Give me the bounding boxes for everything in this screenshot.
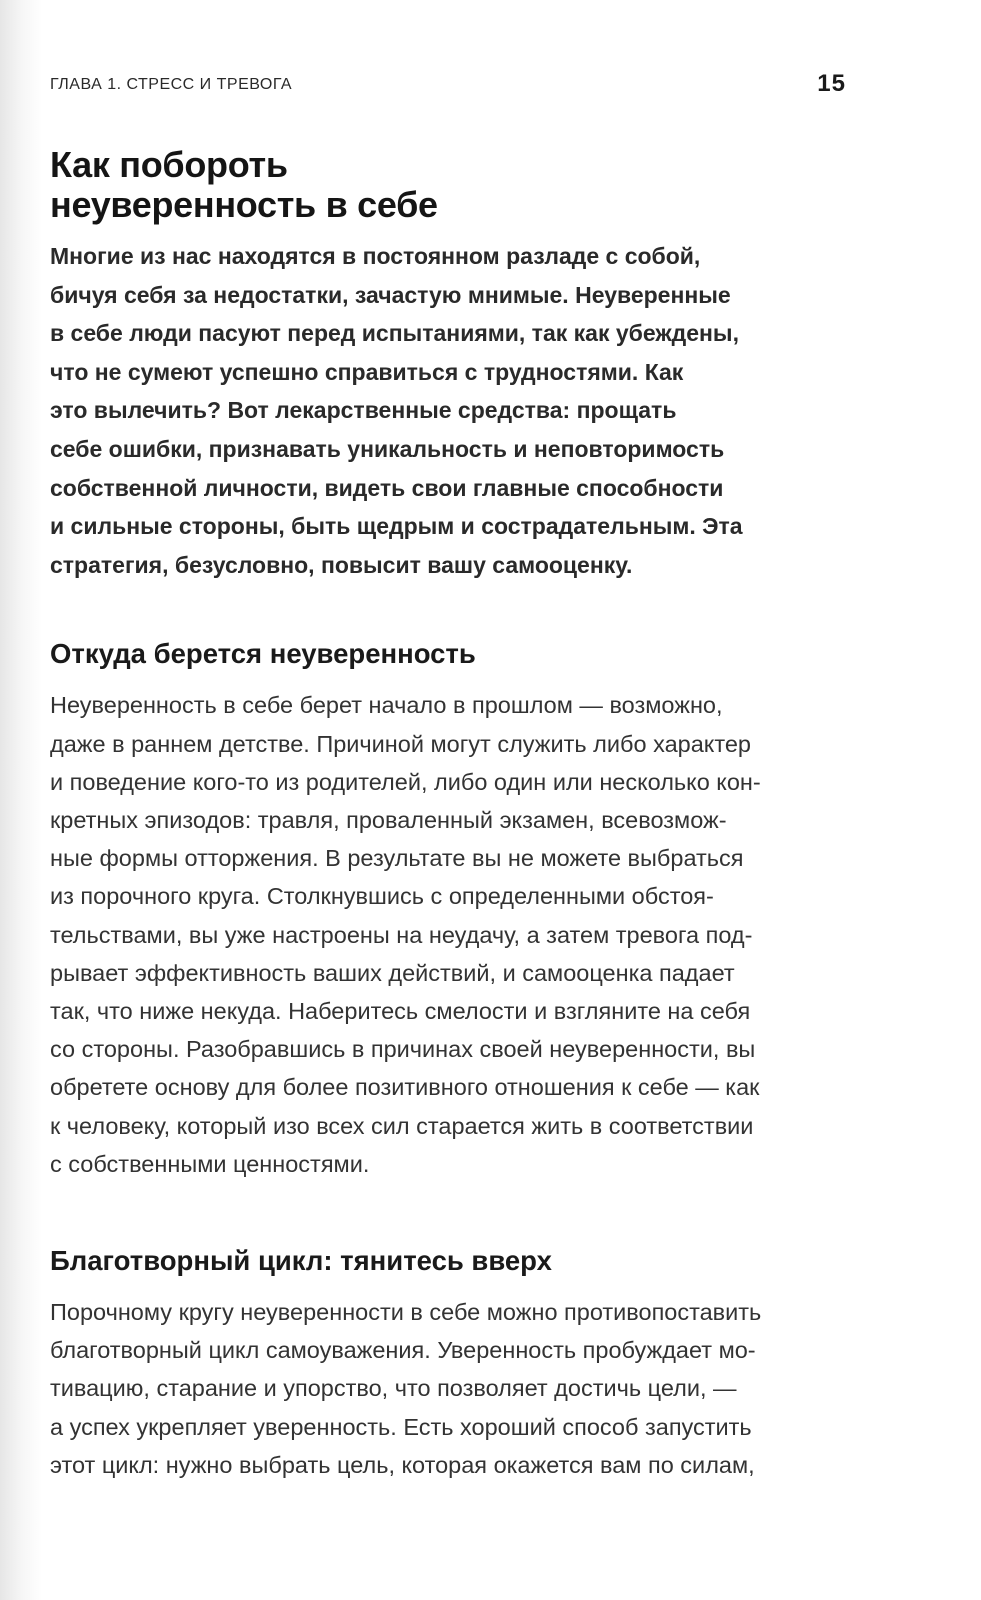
body-line: обретете основу для более позитивного отношения к себе — как [50, 1074, 760, 1101]
body-paragraph-virtuous-cycle [50, 1293, 850, 1484]
lead-line: собственной личности, видеть свои главные способности [50, 474, 724, 501]
page-content [50, 145, 850, 1484]
body-line: а успех укрепляет уверенность. Есть хороший способ запустить [50, 1413, 752, 1440]
lead-line: Многие из нас находятся в постоянном разладе с собой, [50, 243, 701, 269]
body-line: из порочного круга. Столкнувшись с определенными обстоя- [50, 883, 714, 910]
lead-line: это вылечить? Вот лекарственные средства: прощать [50, 397, 677, 424]
body-line: с собственными ценностями. [50, 1150, 370, 1177]
body-line: к человеку, который изо всех сил старается жить в соответствии [50, 1112, 754, 1139]
subsection-heading-origin: Откуда берется неуверенность [50, 638, 476, 670]
lead-line: стратегия, безусловно, повысит вашу самооценку. [50, 551, 633, 578]
page-number: 15 [817, 70, 846, 97]
body-line: благотворный цикл самоуважения. Уверенность пробуждает мо- [50, 1337, 756, 1364]
section-title-line-2: неуверенность в себе [50, 184, 438, 225]
body-line: так, что ниже некуда. Наберитесь смелости и взгляните на себя [50, 997, 751, 1024]
body-line: со стороны. Разобравшись в причинах своей неуверенности, вы [50, 1036, 756, 1063]
body-line: этот цикл: нужно выбрать цель, которая окажется вам по силам, [50, 1451, 755, 1478]
lead-line: в себе люди пасуют перед испытаниями, так как убеждены, [50, 320, 739, 347]
running-head: ГЛАВА 1. СТРЕСС И ТРЕВОГА [50, 76, 293, 93]
lead-line: себе ошибки, признавать уникальность и неповторимость [50, 435, 725, 462]
body-line: Порочному кругу неуверенности в себе можно противопоставить [50, 1298, 762, 1325]
body-paragraph-origin [50, 686, 850, 1183]
body-line: Неуверенность в себе берет начало в прошлом — возможно, [50, 692, 723, 719]
section-title-line-1: Как побороть [50, 144, 288, 185]
lead-line: бичуя себя за недостатки, зачастую мнимые. Неуверенные [50, 281, 731, 308]
body-line: и поведение кого-то из родителей, либо один или несколько кон- [50, 768, 761, 795]
lead-line: и сильные стороны, быть щедрым и сострадательным. Эта [50, 513, 743, 540]
subsection-heading-virtuous-cycle: Благотворный цикл: тянитесь вверх [50, 1244, 552, 1276]
body-line: кретных эпизодов: травля, проваленный экзамен, всевозмож- [50, 806, 727, 833]
body-line: рывает эффективность ваших действий, и самооценка падает [50, 959, 735, 986]
body-line: тивацию, старание и упорство, что позволяет достичь цели, — [50, 1375, 737, 1402]
body-line: даже в раннем детстве. Причиной могут служить либо характер [50, 730, 751, 757]
body-line: тельствами, вы уже настроены на неудачу, а затем тревога под- [50, 921, 753, 948]
lead-line: что не сумеют успешно справиться с трудностями. Как [50, 358, 684, 385]
section-title [50, 145, 850, 225]
body-line: ные формы отторжения. В результате вы не можете выбраться [50, 845, 744, 872]
lead-paragraph [50, 237, 850, 584]
